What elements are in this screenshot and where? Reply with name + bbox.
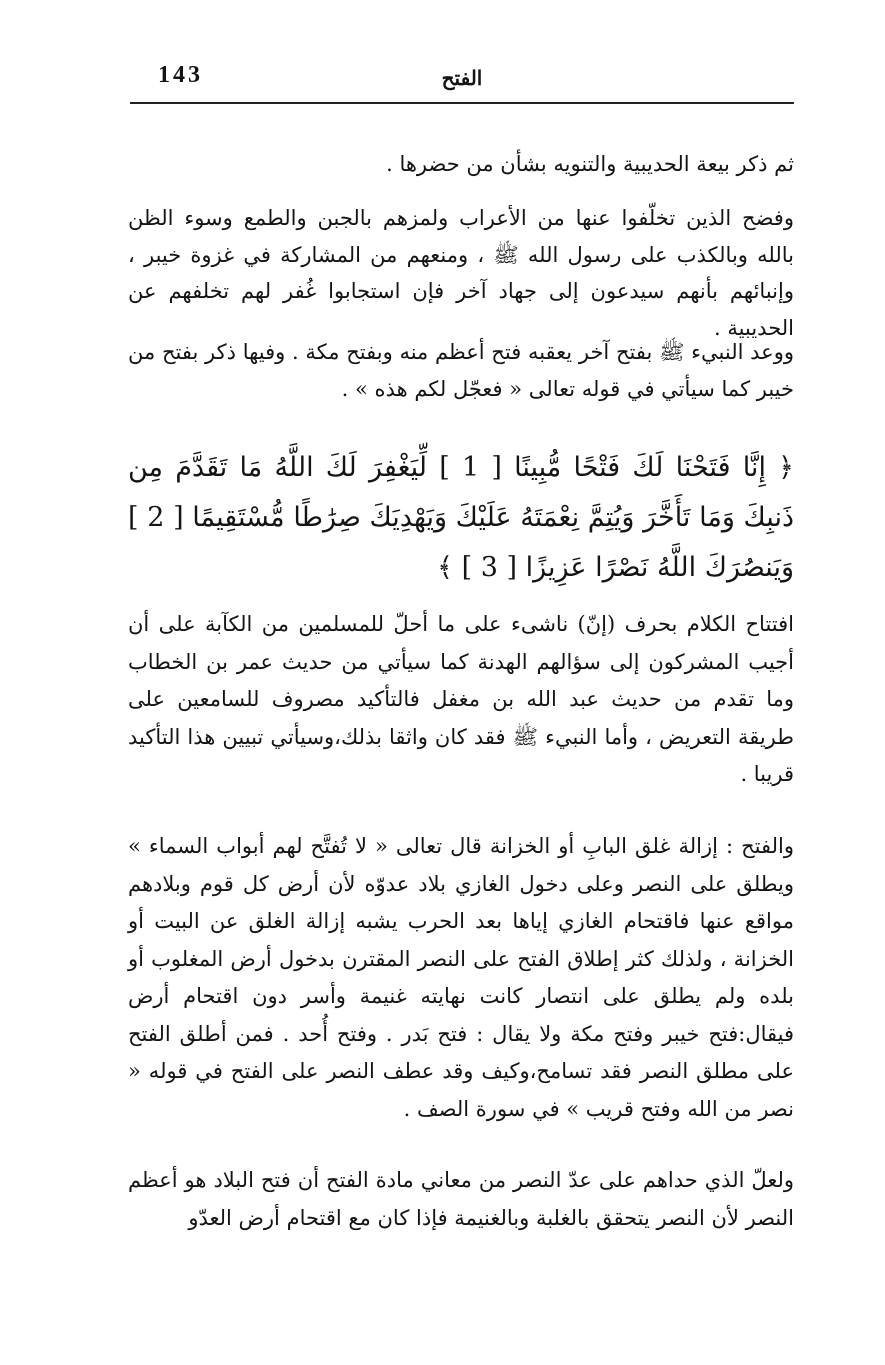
paragraph-6: ولعلّ الذي حداهم على عدّ النصر من معاني مادة الفتح أن فتح البلاد هو أعظم النصر لأن النصر يتحقق بالغلبة وبالغنيمة فإذا كان مع اقتحام أرض العدّو (128, 1168, 794, 1230)
paragraph-5: والفتح : إزالة غلق البابِ أو الخزانة قال تعالى « لا تُفتَّح لهم أبواب السماء » ويطلق على النصر وعلى دخول الغازي بلاد عدوّه لأن أرض كل قوم وبلادهم مواقع عنها فاقتحام الغازي إياها بعد الحرب يشبه إزالة الغلق عن البيت أو الخزانة ، ولذلك كثر إطلاق الفتح على النصر المقترن بدخول أرض المغلوب أو بلده ولم يطلق على انتصار كانت نهايته غنيمة وأسر دون اقتحام أرض فيقال:فتح خيبر وفتح مكة ولا يقال : فتح بَدر . وفتح أُحد . فمن أطلق الفتح على مطلق النصر فقد تسامح،وكيف وقد عطف النصر على الفتح في قوله « نصر من الله وفتح قريب » في سورة الصف . (128, 834, 794, 1121)
page-number: 143 (158, 62, 203, 88)
paragraph-3: ووعد النبيء ﷺ بفتح آخر يعقبه فتح أعظم منه وبفتح مكة . وفيها ذكر بفتح من خيبر كما سيأتي في قوله تعالى « فعجّل لكم هذه » . (128, 340, 794, 401)
running-title: الفتح (441, 66, 483, 90)
paragraph-4: افتتاح الكلام بحرف (إنّ) ناشىء على ما أحلّ للمسلمين من الكآبة على أن أجيب المشركون إلى سؤالهم الهدنة كما سيأتي من حديث عمر بن الخطاب وما تقدم من حديث عبد الله بن مغفل فالتأكيد مصروف للسامعين على طريقة التعريض ، وأما النبيء ﷺ فقد كان واثقا بذلك،وسيأتي تبيين هذا التأكيد قريبا . (128, 612, 794, 786)
paragraph-2: وفضح الذين تخلّفوا عنها من الأعراب ولمزهم بالجبن والطمع وسوء الظن بالله وبالكذب على رسول الله ﷺ ، ومنعهم من المشاركة في غزوة خيبر ، وإنبائهم بأنهم سيدعون إلى جهاد آخر فإن استجابوا غُفر لهم تخلفهم عن الحديبية . (128, 206, 794, 340)
page-header (130, 58, 794, 104)
paragraph-1: ثم ذكر بيعة الحديبية والتنويه بشأن من حضرها . (386, 152, 794, 176)
quran-verse: ﴿ إِنَّا فَتَحْنَا لَكَ فَتْحًا مُّبِينًا [ 1 ] لِّيَغْفِرَ لَكَ اللَّهُ مَا تَقَدَّمَ مِن ذَنبِكَ وَمَا تَأَخَّرَ وَيُتِمَّ نِعْمَتَهُ عَلَيْكَ وَيَهْدِيَكَ صِرَٰطًا مُّسْتَقِيمًا [ 2 ] وَيَنصُرَكَ اللَّهُ نَصْرًا عَزِيزًا [ 3 ] ﴾ (128, 452, 794, 583)
